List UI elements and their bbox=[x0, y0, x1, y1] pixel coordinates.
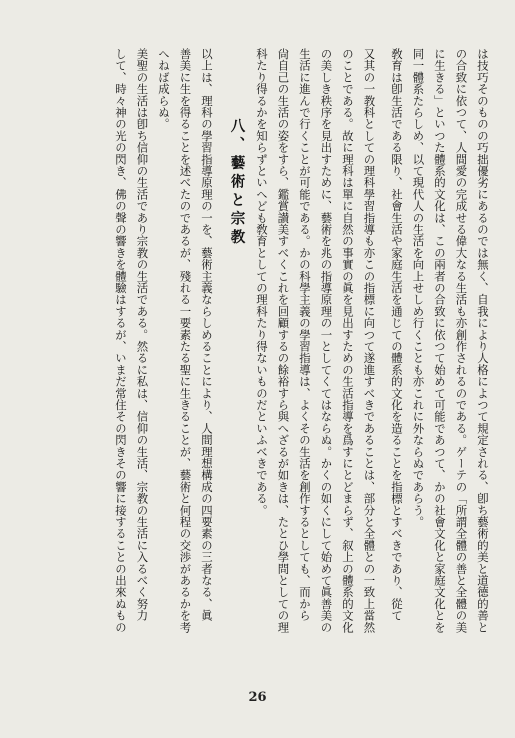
text-column: 尙自己の生活の姿をすら、鑑賞讃美すべくこれを回顧するの餘裕すら與へざるが如きは、たとひ學問としての理 bbox=[276, 48, 291, 633]
text-column: は技巧そのものの巧拙優劣にあるのでは無く、自我により人格によつて規定される、卽ち藝術的美と道德的善と bbox=[476, 48, 490, 633]
page-number: 26 bbox=[248, 690, 267, 705]
text-column: の美しき秩序を見出すために、藝術を兆の指導原理の一としてくてはならぬ。かくの如くにして始めて眞善美の bbox=[319, 48, 334, 633]
text-column: 科たり得るかを知らずといへども敎育としての理科たり得ないものだといふべきである。 bbox=[255, 48, 269, 516]
text-column: に生きる」といつた體系的文化は、この兩者の合致に依つて始めて可能であつて、かの社會文化と家庭文化とを bbox=[433, 48, 447, 633]
vertical-text-body bbox=[23, 48, 493, 678]
text-column: 善美に生を得ることを述べたのであるが、殘れる一要素たる聖に生きることが、藝術と何程の交渉があるかを考 bbox=[178, 48, 193, 633]
text-column: 敎育は卽生活である限り、社會生活や家庭生活を通じての體系的文化を造ることを指標とすべきであり、從て bbox=[390, 48, 404, 622]
text-column: して、時々神の光の閃き、佛の聲の響きを體驗はするが、いまだ常住その閃きその響に接することの出來ぬもの bbox=[114, 48, 128, 633]
text-column: 以上は、理科の學習指導原理の一を、藝術主義ならしめることにより、人間理想構成の四要素の三者なる、眞 bbox=[200, 48, 214, 622]
text-column: 美聖の生活は卽ち信仰の生活であり宗教の生活である。然るに私は、信仰の生活、宗教の生活に入るべく努力 bbox=[135, 48, 150, 622]
text-column: 生活に進んで行くことが可能である。かの科學主義の學習指導は、よくその生活を創作するとしても、而から bbox=[298, 48, 312, 622]
text-column: 又其の一教科としての理科學習指導も亦この指標に向つて遂進すべきであることは、部分と全體との一致上當然 bbox=[362, 48, 377, 633]
section-heading: 八、藝術と宗教 bbox=[228, 118, 245, 248]
text-column: の合致に依つて、人間愛の完成せる偉大なる生活も亦創作されるのである。ゲーテの「所謂全體の善と全體の美 bbox=[454, 48, 469, 633]
text-column: のことである。故に理科は單に自然の事實の眞を見出すための生活指導を爲すにとどまらず、叙上の體系的文化 bbox=[341, 48, 355, 633]
text-column: 同一體系たらしめ、以て現代人の生活を向上せしめ行くことも亦これに外ならぬであらう。 bbox=[411, 48, 426, 528]
text-column: へねば成らぬ。 bbox=[157, 48, 171, 130]
